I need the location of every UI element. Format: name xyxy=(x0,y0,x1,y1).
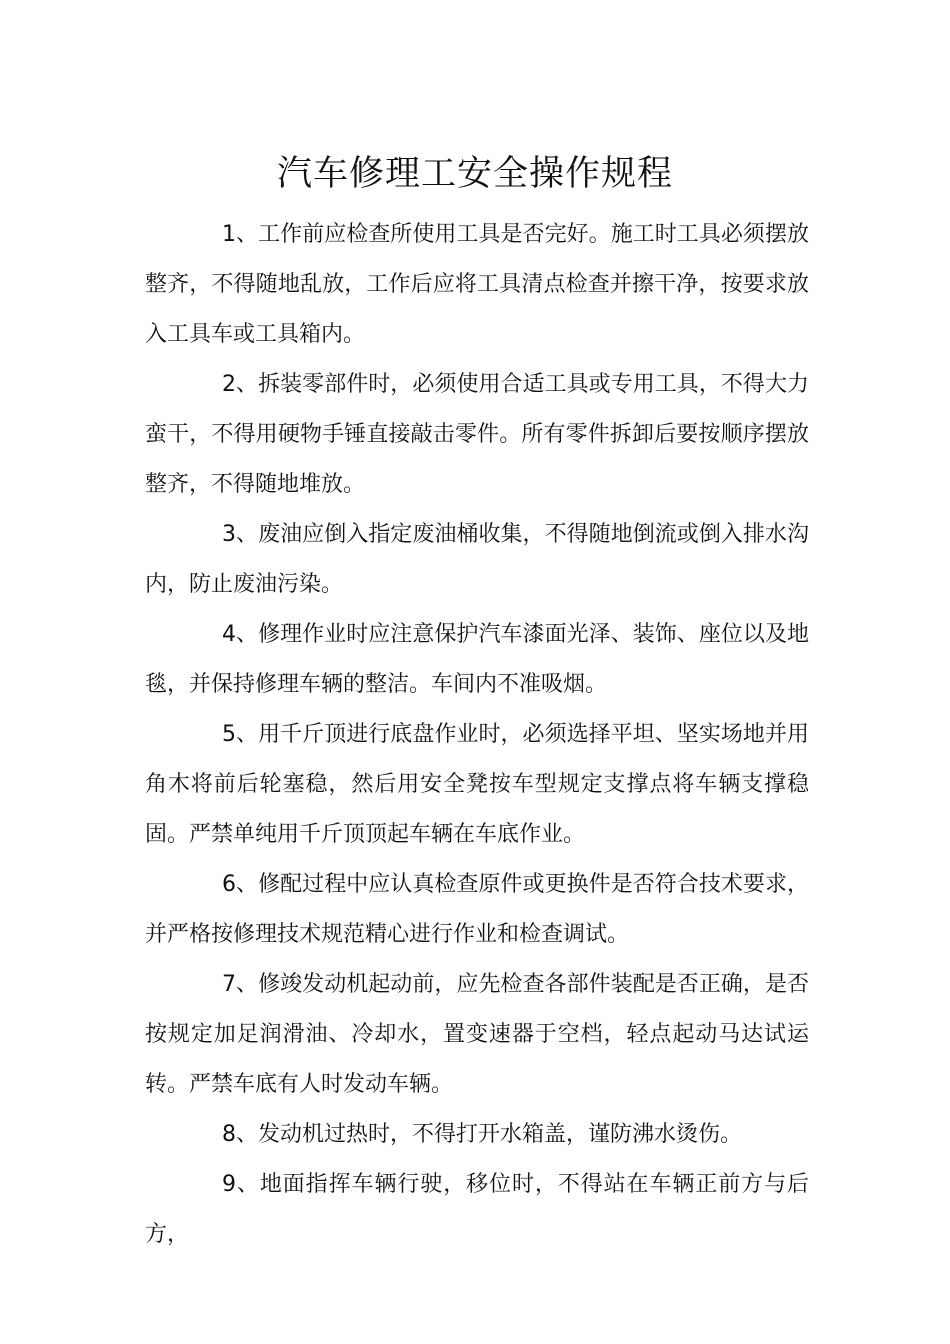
rule-paragraph-4: 4、修理作业时应注意保护汽车漆面光泽、装饰、座位以及地毯，并保持修理车辆的整洁。车间内不准吸烟。 xyxy=(145,622,809,697)
rule-paragraph-2: 2、拆装零部件时，必须使用合适工具或专用工具，不得大力蛮干，不得用硬物手锤直接敲击零件。所有零件拆卸后要按顺序摆放整齐，不得随地堆放。 xyxy=(145,372,809,497)
rule-paragraph-7: 7、修竣发动机起动前，应先检查各部件装配是否正确，是否按规定加足润滑油、冷却水，置变速器于空档，轻点起动马达试运转。严禁车底有人时发动车辆。 xyxy=(145,972,809,1097)
rule-paragraph-6: 6、修配过程中应认真检查原件或更换件是否符合技术要求，并严格按修理技术规范精心进行作业和检查调试。 xyxy=(145,872,809,947)
rule-paragraph-8: 8、发动机过热时，不得打开水箱盖，谨防沸水烫伤。 xyxy=(222,1122,742,1147)
rule-paragraph-5: 5、用千斤顶进行底盘作业时，必须选择平坦、坚实场地并用角木将前后轮塞稳，然后用安全凳按车型规定支撑点将车辆支撑稳固。严禁单纯用千斤顶顶起车辆在车底作业。 xyxy=(145,722,809,847)
document-title: 汽车修理工安全操作规程 xyxy=(276,154,673,194)
rule-paragraph-1: 1、工作前应检查所使用工具是否完好。施工时工具必须摆放整齐，不得随地乱放，工作后应将工具清点检查并擦干净，按要求放入工具车或工具箱内。 xyxy=(145,222,809,347)
rule-paragraph-3: 3、废油应倒入指定废油桶收集，不得随地倒流或倒入排水沟内，防止废油污染。 xyxy=(145,522,809,597)
document-body xyxy=(145,210,809,1260)
rule-paragraph-9: 9、地面指挥车辆行驶，移位时，不得站在车辆正前方与后方， xyxy=(145,1172,809,1247)
